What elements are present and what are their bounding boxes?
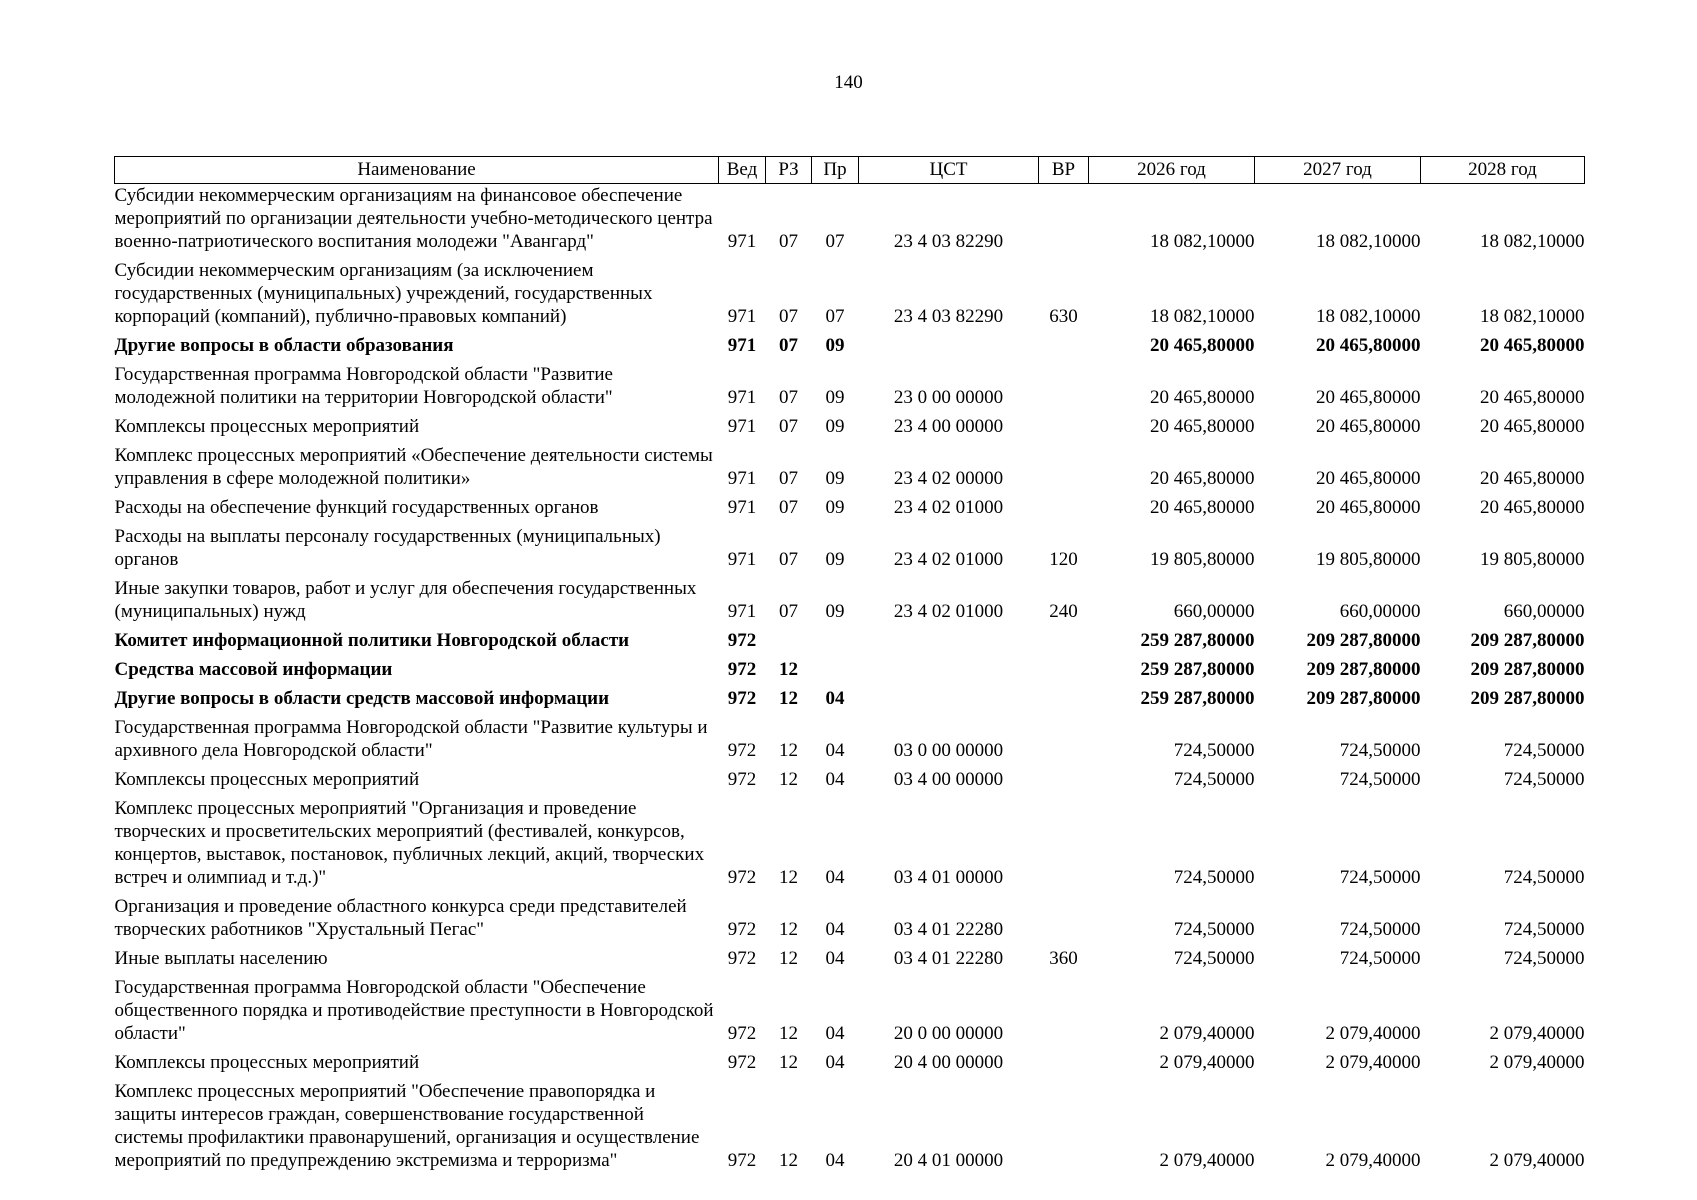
row-cst: 23 4 02 01000 (893, 549, 1004, 570)
row-rz: 12 (779, 1052, 798, 1073)
row-ved: 972 (727, 867, 757, 888)
row-name: Комплексы процессных мероприятий (114, 1052, 420, 1073)
row-cst: 20 4 00 00000 (893, 1052, 1004, 1073)
row-ved: 972 (727, 630, 757, 651)
table-row (115, 895, 1585, 947)
row-pr: 09 (825, 468, 845, 489)
row-value-2027: 2 079,40000 (1325, 1150, 1421, 1171)
row-name: Государственная программа Новгородской области "Обеспечение общественного порядка и противодействие преступности в Новгородской области" (114, 977, 714, 1044)
row-rz: 12 (779, 948, 798, 969)
row-ved: 971 (727, 335, 757, 356)
table-row (115, 525, 1585, 577)
header-row (115, 157, 1585, 184)
row-name: Государственная программа Новгородской области "Развитие молодежной политики на территории Новгородской области" (114, 364, 613, 408)
row-cst: 20 0 00 00000 (893, 1023, 1004, 1044)
row-cst: 23 4 02 00000 (893, 468, 1004, 489)
row-rz: 07 (779, 231, 798, 252)
row-ved: 971 (727, 468, 757, 489)
row-cst: 23 4 00 00000 (893, 416, 1004, 437)
row-value-2026: 660,00000 (1173, 601, 1255, 622)
row-value-2028: 20 465,80000 (1480, 468, 1585, 489)
row-vr (1039, 444, 1089, 496)
row-ved: 971 (727, 497, 757, 518)
row-name: Комплексы процессных мероприятий (114, 416, 420, 437)
row-value-2027: 724,50000 (1339, 919, 1421, 940)
row-name: Комплекс процессных мероприятий «Обеспечение деятельности системы управления в сфере молодежной политики» (114, 445, 713, 489)
row-value-2026: 724,50000 (1173, 769, 1255, 790)
row-cst: 03 4 01 00000 (893, 867, 1004, 888)
row-value-2028: 724,50000 (1503, 867, 1585, 888)
row-name: Комплекс процессных мероприятий "Организация и проведение творческих и просветительских мероприятий (фестивалей, конкурсов, концертов, выставок, постановок, публичных лекций, акций, творческих встреч и олимпиад и т.д.)" (114, 798, 705, 888)
row-pr: 09 (825, 601, 845, 622)
row-value-2028: 209 287,80000 (1470, 659, 1585, 680)
row-name: Субсидии некоммерческим организациям (за исключением государственных (муниципальных) учреждений, государственных корпораций (компаний), публично-правовых компаний) (114, 260, 653, 327)
row-value-2027: 2 079,40000 (1325, 1052, 1421, 1073)
row-ved: 971 (727, 306, 757, 327)
row-vr (1039, 768, 1089, 797)
row-value-2027: 18 082,10000 (1316, 231, 1421, 252)
row-cst: 03 4 01 22280 (893, 948, 1004, 969)
row-value-2028: 724,50000 (1503, 769, 1585, 790)
table-row (115, 334, 1585, 363)
table-row (115, 259, 1585, 334)
row-vr: 630 (1049, 306, 1078, 327)
header-2028: 2028 год (1421, 157, 1585, 184)
row-name: Субсидии некоммерческим организациям на финансовое обеспечение мероприятий по организации деятельности учебно-методического центра военно-патриотического воспитания молодежи "Авангард" (114, 185, 713, 252)
row-cst: 23 4 03 82290 (893, 231, 1004, 252)
row-cst: 23 4 02 01000 (893, 497, 1004, 518)
row-cst: 03 0 00 00000 (893, 740, 1004, 761)
row-ved: 972 (727, 659, 757, 680)
row-rz: 12 (779, 688, 798, 709)
row-value-2028: 2 079,40000 (1489, 1150, 1585, 1171)
row-value-2028: 20 465,80000 (1480, 335, 1585, 356)
row-value-2028: 20 465,80000 (1480, 416, 1585, 437)
row-ved: 972 (727, 1023, 757, 1044)
header-name: Наименование (115, 157, 719, 184)
row-value-2026: 2 079,40000 (1159, 1023, 1255, 1044)
row-ved: 971 (727, 387, 757, 408)
row-value-2027: 2 079,40000 (1325, 1023, 1421, 1044)
row-value-2026: 259 287,80000 (1140, 659, 1255, 680)
row-value-2027: 724,50000 (1339, 867, 1421, 888)
row-rz: 12 (779, 919, 798, 940)
header-2027: 2027 год (1255, 157, 1421, 184)
row-value-2027: 20 465,80000 (1316, 468, 1421, 489)
row-pr: 09 (825, 387, 845, 408)
row-pr: 09 (825, 497, 845, 518)
table-row (115, 629, 1585, 658)
row-value-2026: 18 082,10000 (1150, 231, 1255, 252)
row-pr: 04 (825, 740, 845, 761)
header-rz: РЗ (766, 157, 812, 184)
row-value-2026: 20 465,80000 (1150, 497, 1255, 518)
row-value-2026: 724,50000 (1173, 867, 1255, 888)
row-value-2028: 18 082,10000 (1480, 306, 1585, 327)
row-vr (1039, 976, 1089, 1051)
row-pr: 04 (825, 1150, 845, 1171)
row-ved: 971 (727, 601, 757, 622)
table-row (115, 947, 1585, 976)
row-pr (812, 658, 859, 687)
row-value-2028: 724,50000 (1503, 740, 1585, 761)
table-row (115, 768, 1585, 797)
header-vr: ВР (1039, 157, 1089, 184)
row-value-2028: 724,50000 (1503, 948, 1585, 969)
row-value-2026: 724,50000 (1173, 740, 1255, 761)
row-pr: 07 (825, 231, 845, 252)
row-value-2027: 20 465,80000 (1316, 497, 1421, 518)
row-cst: 23 4 02 01000 (893, 601, 1004, 622)
row-value-2026: 20 465,80000 (1150, 335, 1255, 356)
row-vr (1039, 363, 1089, 415)
row-name: Комплексы процессных мероприятий (114, 769, 420, 790)
row-rz: 07 (779, 468, 798, 489)
row-value-2028: 660,00000 (1503, 601, 1585, 622)
row-pr: 07 (825, 306, 845, 327)
row-cst (859, 658, 1039, 687)
table-row (115, 1080, 1585, 1178)
row-vr (1039, 1051, 1089, 1080)
budget-table (114, 156, 1585, 1178)
table-body (115, 184, 1585, 1179)
row-value-2027: 209 287,80000 (1306, 659, 1421, 680)
row-value-2026: 259 287,80000 (1140, 688, 1255, 709)
header-ved: Вед (719, 157, 766, 184)
row-name: Иные выплаты населению (114, 948, 328, 969)
header-pr: Пр (812, 157, 859, 184)
table-row (115, 687, 1585, 716)
row-ved: 972 (727, 688, 757, 709)
row-value-2027: 20 465,80000 (1316, 416, 1421, 437)
row-vr (1039, 334, 1089, 363)
row-rz: 12 (779, 1150, 798, 1171)
row-value-2028: 209 287,80000 (1470, 688, 1585, 709)
row-rz: 07 (779, 416, 798, 437)
row-vr (1039, 629, 1089, 658)
table-row (115, 976, 1585, 1051)
row-rz: 07 (779, 387, 798, 408)
row-name: Расходы на обеспечение функций государственных органов (114, 497, 599, 518)
row-name: Другие вопросы в области образования (114, 335, 454, 356)
row-vr (1039, 658, 1089, 687)
row-value-2026: 2 079,40000 (1159, 1150, 1255, 1171)
row-value-2026: 20 465,80000 (1150, 468, 1255, 489)
row-value-2028: 209 287,80000 (1470, 630, 1585, 651)
row-rz: 07 (779, 497, 798, 518)
row-vr (1039, 496, 1089, 525)
row-pr: 09 (825, 549, 845, 570)
header-2026: 2026 год (1089, 157, 1255, 184)
row-pr: 04 (825, 867, 845, 888)
row-cst: 03 4 01 22280 (893, 919, 1004, 940)
page-number: 140 (834, 72, 863, 93)
row-value-2026: 20 465,80000 (1150, 387, 1255, 408)
row-value-2027: 660,00000 (1339, 601, 1421, 622)
row-rz: 12 (779, 659, 798, 680)
table-row (115, 577, 1585, 629)
row-name: Организация и проведение областного конкурса среди представителей творческих работников "Хрустальный Пегас" (114, 896, 687, 940)
row-rz: 12 (779, 769, 798, 790)
row-vr: 120 (1049, 549, 1078, 570)
row-value-2026: 19 805,80000 (1150, 549, 1255, 570)
table-row (115, 363, 1585, 415)
row-pr (812, 629, 859, 658)
row-vr (1039, 895, 1089, 947)
row-value-2027: 724,50000 (1339, 948, 1421, 969)
row-pr: 09 (825, 335, 845, 356)
row-name: Расходы на выплаты персоналу государственных (муниципальных) органов (114, 526, 661, 570)
row-ved: 972 (727, 1150, 757, 1171)
row-rz: 07 (779, 306, 798, 327)
row-ved: 971 (727, 549, 757, 570)
row-value-2027: 209 287,80000 (1306, 688, 1421, 709)
row-value-2028: 2 079,40000 (1489, 1023, 1585, 1044)
row-value-2026: 18 082,10000 (1150, 306, 1255, 327)
row-vr: 240 (1049, 601, 1078, 622)
row-value-2026: 2 079,40000 (1159, 1052, 1255, 1073)
row-pr: 04 (825, 1023, 845, 1044)
row-value-2028: 18 082,10000 (1480, 231, 1585, 252)
row-vr (1039, 687, 1089, 716)
row-value-2027: 20 465,80000 (1316, 335, 1421, 356)
table-row (115, 1051, 1585, 1080)
row-value-2027: 20 465,80000 (1316, 387, 1421, 408)
row-pr: 09 (825, 416, 845, 437)
row-value-2027: 724,50000 (1339, 740, 1421, 761)
row-vr (1039, 1080, 1089, 1178)
row-value-2027: 18 082,10000 (1316, 306, 1421, 327)
row-ved: 971 (727, 231, 757, 252)
row-name: Другие вопросы в области средств массовой информации (114, 688, 610, 709)
row-cst: 20 4 01 00000 (893, 1150, 1004, 1171)
row-value-2028: 20 465,80000 (1480, 387, 1585, 408)
row-ved: 972 (727, 948, 757, 969)
table-row (115, 716, 1585, 768)
row-vr (1039, 797, 1089, 895)
row-value-2028: 724,50000 (1503, 919, 1585, 940)
row-pr: 04 (825, 769, 845, 790)
row-name: Государственная программа Новгородской области "Развитие культуры и архивного дела Новгородской области" (114, 717, 708, 761)
row-name: Иные закупки товаров, работ и услуг для обеспечения государственных (муниципальных) нужд (114, 578, 697, 622)
row-vr: 360 (1049, 948, 1078, 969)
row-cst (859, 687, 1039, 716)
row-ved: 971 (727, 416, 757, 437)
row-value-2026: 724,50000 (1173, 948, 1255, 969)
row-cst: 23 4 03 82290 (893, 306, 1004, 327)
row-cst: 23 0 00 00000 (893, 387, 1004, 408)
row-value-2028: 2 079,40000 (1489, 1052, 1585, 1073)
row-ved: 972 (727, 1052, 757, 1073)
row-pr: 04 (825, 948, 845, 969)
row-pr: 04 (825, 688, 845, 709)
row-vr (1039, 716, 1089, 768)
row-rz (766, 629, 812, 658)
row-value-2026: 20 465,80000 (1150, 416, 1255, 437)
table-row (115, 415, 1585, 444)
row-rz: 12 (779, 867, 798, 888)
table-row (115, 444, 1585, 496)
row-pr: 04 (825, 919, 845, 940)
row-rz: 12 (779, 740, 798, 761)
row-ved: 972 (727, 919, 757, 940)
row-value-2027: 19 805,80000 (1316, 549, 1421, 570)
row-rz: 12 (779, 1023, 798, 1044)
row-value-2026: 724,50000 (1173, 919, 1255, 940)
row-name: Комплекс процессных мероприятий "Обеспечение правопорядка и защиты интересов граждан, совершенствование государственной системы профилактики правонарушений, организация и осуществление мероприятий по предупреждению экстремизма и терроризма" (114, 1081, 700, 1171)
row-ved: 972 (727, 769, 757, 790)
table-row (115, 184, 1585, 260)
row-value-2026: 259 287,80000 (1140, 630, 1255, 651)
row-name: Комитет информационной политики Новгородской области (114, 630, 630, 651)
table-row (115, 797, 1585, 895)
row-cst (859, 629, 1039, 658)
table-header (115, 157, 1585, 184)
row-rz: 07 (779, 549, 798, 570)
row-value-2028: 20 465,80000 (1480, 497, 1585, 518)
row-name: Средства массовой информации (114, 659, 393, 680)
table-row (115, 658, 1585, 687)
row-ved: 972 (727, 740, 757, 761)
row-rz: 07 (779, 335, 798, 356)
row-cst (859, 334, 1039, 363)
row-vr (1039, 184, 1089, 260)
row-pr: 04 (825, 1052, 845, 1073)
row-value-2028: 19 805,80000 (1480, 549, 1585, 570)
row-cst: 03 4 00 00000 (893, 769, 1004, 790)
row-rz: 07 (779, 601, 798, 622)
row-value-2027: 209 287,80000 (1306, 630, 1421, 651)
row-vr (1039, 415, 1089, 444)
row-value-2027: 724,50000 (1339, 769, 1421, 790)
table-row (115, 496, 1585, 525)
header-cst: ЦСТ (859, 157, 1039, 184)
